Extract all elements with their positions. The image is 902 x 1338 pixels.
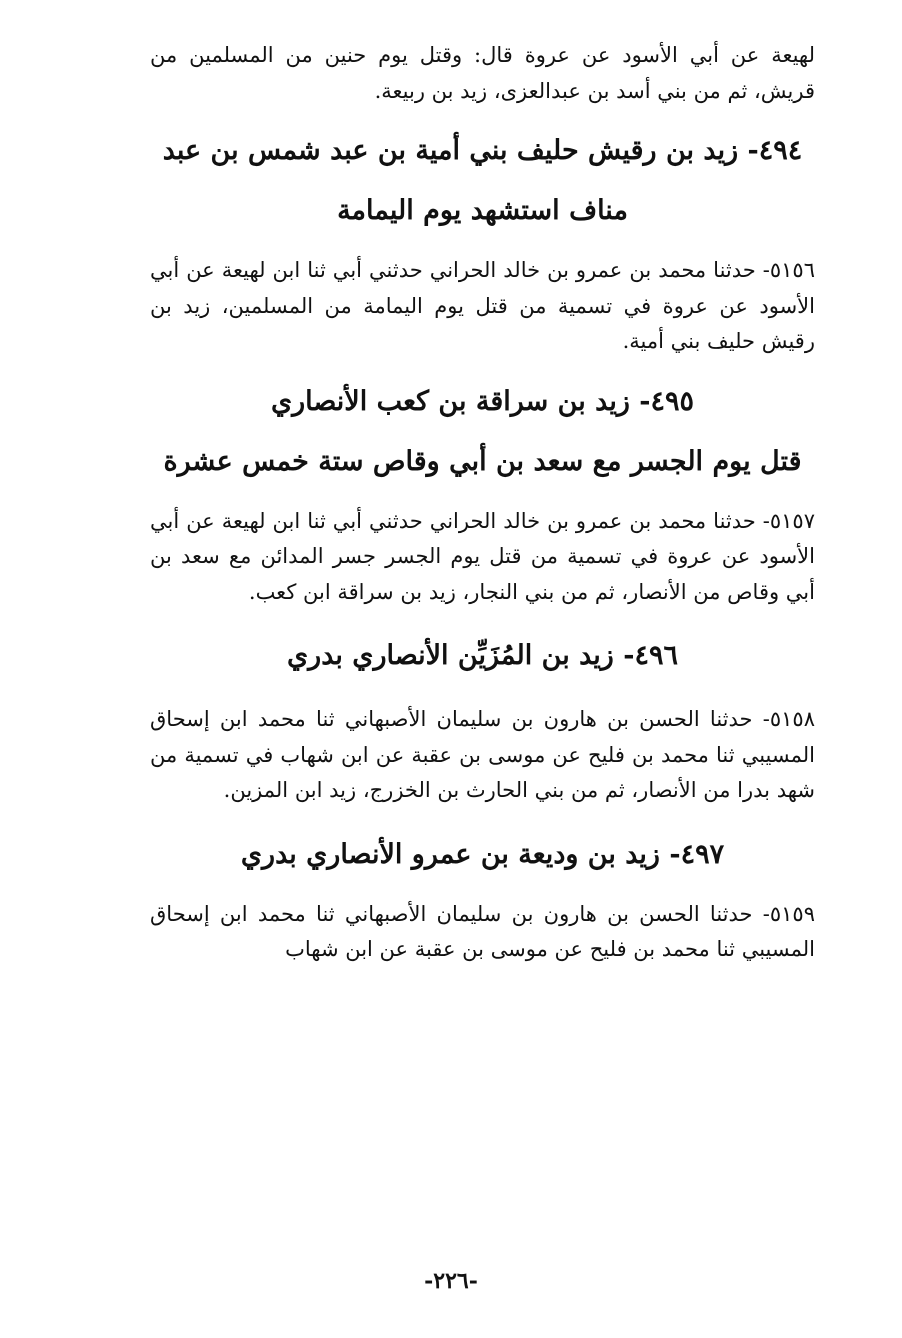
heading-495-subtitle: قتل يوم الجسر مع سعد بن أبي وقاص ستة خمس عشرة [163, 445, 802, 477]
paragraph-5156: ٥١٥٦- حدثنا محمد بن عمرو بن خالد الحراني حدثني أبي ثنا ابن لهيعة عن أبي الأسود عن عروة في تسمية من قتل يوم اليمامة من المسلمين، زيد بن رقيش حليف بني أمية. [150, 258, 815, 353]
paragraph-5159: ٥١٥٩- حدثنا الحسن بن هارون بن سليمان الأصبهاني ثنا محمد ابن إسحاق المسيبي ثنا محمد بن فليح عن موسى بن عقبة عن ابن شهاب [150, 901, 815, 961]
paragraph-5158: ٥١٥٨- حدثنا الحسن بن هارون بن سليمان الأصبهاني ثنا محمد ابن إسحاق المسيبي ثنا محمد بن فليح عن موسى بن عقبة عن ابن شهاب في تسمية من شهد بدرا من الأنصار، ثم من بني الحارث بن الخزرج، زيد ابن المزين. [150, 707, 815, 802]
heading-496: ٤٩٦- زيد بن المُزَيِّن الأنصاري بدري [287, 640, 678, 671]
paragraph-5157: ٥١٥٧- حدثنا محمد بن عمرو بن خالد الحراني حدثني أبي ثنا ابن لهيعة عن أبي الأسود عن عروة في تسمية من قتل يوم الجسر جسر المدائن مع سعد بن أبي وقاص من الأنصار، ثم من بني النجار، زيد بن سراقة ابن كعب. [150, 508, 815, 604]
heading-497: ٤٩٧- زيد بن وديعة بن عمرو الأنصاري بدري [240, 838, 725, 870]
paragraph-continuation: لهيعة عن أبي الأسود عن عروة قال: وقتل يوم حنين من المسلمين من قريش، ثم من بني أسد بن عبدالعزى، زيد بن ربيعة. [150, 43, 815, 103]
page-body [150, 38, 815, 968]
page-number: -٢٢٦- [424, 1268, 478, 1294]
heading-494: ٤٩٤- زيد بن رقيش حليف بني أمية بن عبد شمس بن عبد مناف استشهد يوم اليمامة [162, 135, 803, 226]
heading-495: ٤٩٥- زيد بن سراقة بن كعب الأنصاري [270, 385, 694, 417]
